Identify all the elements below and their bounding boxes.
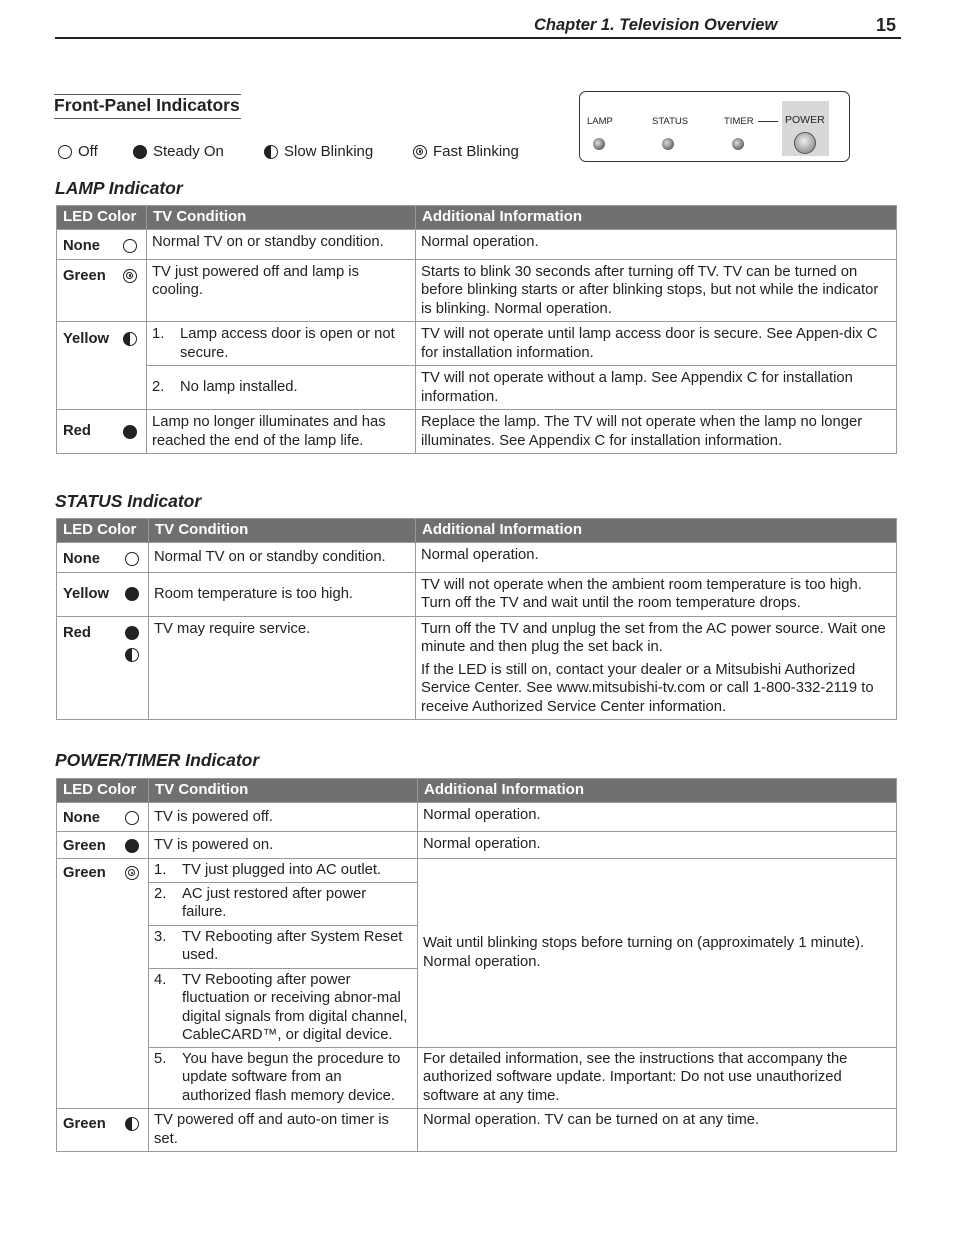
off-icon — [125, 552, 139, 566]
lamp-table — [56, 205, 897, 454]
tv-condition: TV is powered on. — [149, 831, 418, 859]
tv-condition: TV just plugged into AC outlet. — [182, 862, 382, 878]
col-led-color: LED Color — [57, 779, 149, 803]
table-row — [57, 1109, 897, 1152]
col-tv-condition: TV Condition — [147, 206, 416, 230]
tv-condition: TV Rebooting after power fluctuation or receiving abnor-mal digital signals from digital channel, CableCARD™, or digital device. — [182, 971, 408, 1043]
additional-info: TV will not operate when the ambient room temperature is too high. Turn off the TV and wait until the room temperature drops. — [416, 572, 897, 616]
item-number: 1. — [154, 862, 167, 878]
led-color-label: Red — [63, 624, 91, 641]
table-row — [57, 616, 897, 720]
status-led-icon — [662, 138, 674, 150]
led-color-label: Red — [63, 423, 91, 440]
table-row — [57, 1047, 897, 1109]
additional-info: Normal operation. — [418, 803, 897, 832]
additional-info: Turn off the TV and unplug the set from the AC power source. Wait one minute and then plug the set back in. — [421, 620, 886, 655]
off-icon — [125, 811, 139, 825]
legend-label: Slow Blinking — [284, 143, 374, 160]
steady-on-icon — [123, 425, 137, 439]
item-number: 2. — [154, 885, 167, 902]
additional-info: Wait until blinking stops before turning on (approximately 1 minute). Normal operation. — [418, 859, 897, 1048]
legend-off — [58, 143, 98, 160]
additional-info: TV will not operate without a lamp. See Appendix C for installation information. — [416, 366, 897, 410]
page-number: 15 — [876, 15, 897, 35]
tv-condition: You have begun the procedure to update software from an authorized flash memory device. — [182, 1050, 401, 1104]
legend-fast-blinking — [413, 143, 519, 160]
slow-blinking-icon — [123, 332, 137, 346]
power-button-icon — [794, 132, 816, 154]
timer-led-icon — [732, 138, 744, 150]
item-number: 2. — [152, 379, 165, 396]
off-icon — [58, 145, 72, 159]
steady-on-icon — [133, 145, 147, 159]
front-panel-illustration — [579, 91, 850, 162]
tv-condition: Normal TV on or standby condition. — [147, 230, 416, 260]
header-rule — [55, 37, 901, 39]
panel-label-power: POWER — [785, 114, 825, 126]
slow-blinking-icon — [125, 1117, 139, 1131]
led-color-label: Yellow — [63, 585, 110, 602]
col-additional-info: Additional Information — [418, 779, 897, 803]
led-color-label: None — [63, 551, 100, 567]
table-row — [57, 410, 897, 454]
additional-info: Normal operation. — [418, 831, 897, 859]
additional-info: Starts to blink 30 seconds after turning off TV. TV can be turned on before blinking starts or after blinking stops, but not while the indicator is blinking. Normal operation. — [416, 259, 897, 322]
panel-label-timer: TIMER — [724, 116, 754, 127]
table-row — [57, 803, 897, 832]
table-row — [57, 322, 897, 366]
panel-label-lamp: LAMP — [587, 116, 613, 127]
tv-condition: AC just restored after power failure. — [182, 885, 367, 920]
tv-condition: TV is powered off. — [149, 803, 418, 832]
col-additional-info: Additional Information — [416, 206, 897, 230]
table-header-row — [57, 779, 897, 803]
table-row — [57, 259, 897, 322]
additional-info: If the LED is still on, contact your dealer or a Mitsubishi Authorized Service Center. See www.mitsubishi-tv.com or call 1-800-332-2119 to receive Authorized Service Center information. — [421, 661, 874, 715]
led-color-label: None — [63, 238, 100, 254]
col-led-color: LED Color — [57, 206, 147, 230]
tv-condition: TV powered off and auto-on timer is set. — [149, 1109, 418, 1152]
additional-info: Normal operation. — [416, 543, 897, 573]
chapter-title: Chapter 1. Television Overview — [534, 16, 778, 34]
table-row — [57, 572, 897, 616]
front-panel-title: Front-Panel Indicators — [54, 94, 241, 119]
table-row — [57, 543, 897, 573]
tv-condition: TV just powered off and lamp is cooling. — [147, 259, 416, 322]
led-color-label: Green — [63, 1116, 106, 1132]
lamp-led-icon — [593, 138, 605, 150]
steady-on-icon — [125, 839, 139, 853]
panel-label-status: STATUS — [652, 116, 689, 127]
led-color-label: Green — [63, 267, 106, 284]
slow-blinking-icon — [264, 145, 278, 159]
off-icon — [123, 239, 137, 253]
additional-info: Normal operation. — [416, 230, 897, 260]
tv-condition: Normal TV on or standby condition. — [149, 543, 416, 573]
table-row — [57, 831, 897, 859]
tv-condition: Lamp no longer illuminates and has reached the end of the lamp life. — [147, 410, 416, 454]
timer-power-connector — [758, 121, 778, 122]
tv-condition: TV may require service. — [149, 616, 416, 720]
item-number: 3. — [154, 928, 167, 945]
slow-blinking-icon — [125, 648, 139, 662]
led-color-label: None — [63, 810, 100, 826]
item-number: 5. — [154, 1050, 167, 1067]
power-section-title: POWER/TIMER Indicator — [55, 750, 260, 770]
item-number: 4. — [154, 971, 167, 988]
led-color-label: Green — [63, 865, 106, 881]
legend-label: Off — [78, 143, 98, 160]
additional-info: For detailed information, see the instructions that accompany the authorized software update. Important: Do not use unauthorized software at any time. — [418, 1047, 897, 1109]
additional-info: Normal operation. TV can be turned on at any time. — [418, 1109, 897, 1152]
status-section-title: STATUS Indicator — [55, 491, 202, 511]
fast-blinking-icon — [125, 866, 139, 880]
legend-steady-on — [133, 143, 224, 160]
tv-condition: No lamp installed. — [180, 379, 298, 396]
col-additional-info: Additional Information — [416, 519, 897, 543]
col-tv-condition: TV Condition — [149, 779, 418, 803]
additional-info: Replace the lamp. The TV will not operate when the lamp no longer illuminates. See Appendix C for installation information. — [416, 410, 897, 454]
tv-condition: TV Rebooting after System Reset used. — [182, 928, 403, 963]
table-row — [57, 366, 897, 410]
led-color-label: Green — [63, 837, 106, 854]
item-number: 1. — [152, 326, 165, 342]
tv-condition: Room temperature is too high. — [149, 572, 416, 616]
steady-on-icon — [125, 587, 139, 601]
col-tv-condition: TV Condition — [149, 519, 416, 543]
table-row — [57, 859, 897, 883]
tv-condition: Lamp access door is open or not secure. — [180, 326, 395, 361]
additional-info: TV will not operate until lamp access door is secure. See Appen-dix C for installation information. — [416, 322, 897, 366]
table-row — [57, 230, 897, 260]
steady-on-icon — [125, 626, 139, 640]
legend-label: Fast Blinking — [433, 143, 519, 160]
led-color-label: Yellow — [63, 331, 110, 347]
fast-blinking-icon — [413, 145, 427, 159]
col-led-color: LED Color — [57, 519, 149, 543]
legend-slow-blinking — [264, 143, 373, 160]
table-header-row — [57, 206, 897, 230]
table-header-row — [57, 519, 897, 543]
fast-blinking-icon — [123, 269, 137, 283]
power-table — [56, 778, 897, 1152]
lamp-section-title: LAMP Indicator — [55, 178, 183, 198]
status-table — [56, 518, 897, 720]
legend-label: Steady On — [153, 143, 224, 160]
